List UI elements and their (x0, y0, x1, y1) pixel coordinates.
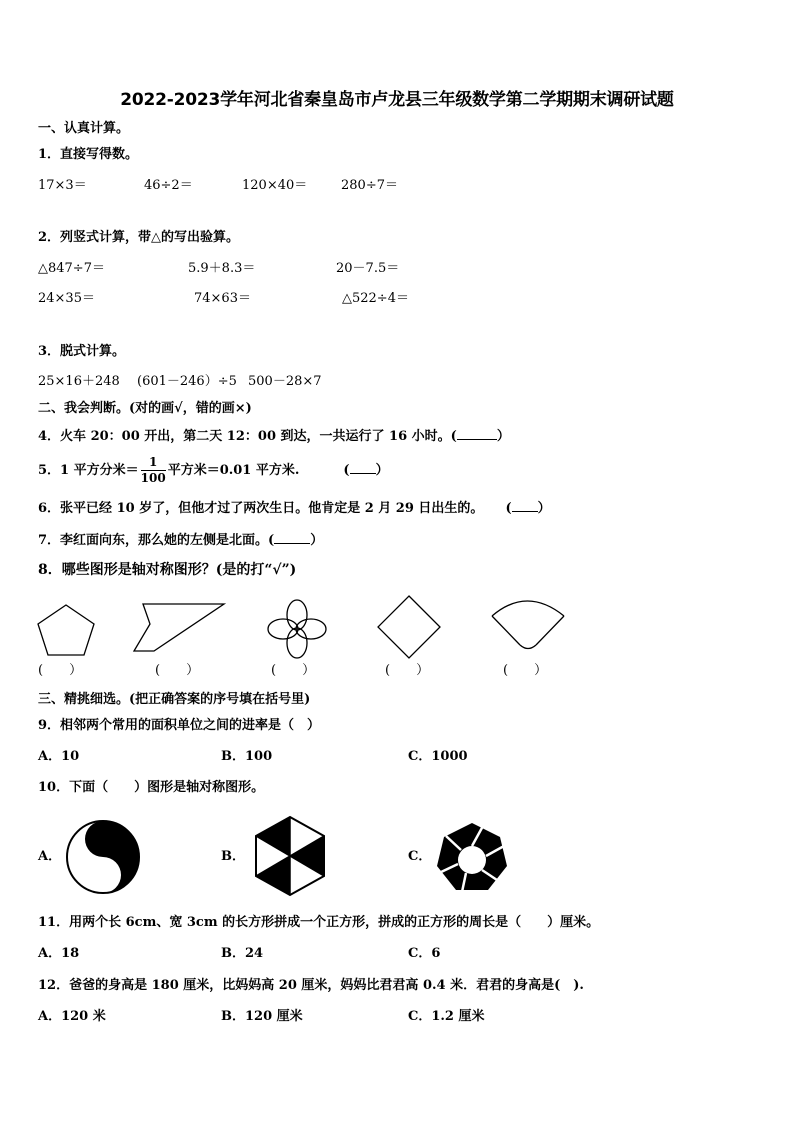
q9-option-b[interactable]: B．100 (221, 749, 273, 764)
q6-close: ） (537, 501, 551, 516)
fan-shape (492, 601, 564, 649)
q2-item: △847÷7＝ (38, 261, 105, 276)
q4-text: 4．火车 20：00 开出，第二天 12：00 到达，一共运行了 16 小时。( (38, 429, 457, 444)
q12-option-b[interactable]: B．120 厘米 (221, 1009, 303, 1024)
q2-item: △522÷4＝ (342, 291, 409, 306)
q2-item: 20－7.5＝ (336, 261, 400, 276)
q1-item: 46÷2＝ (144, 178, 193, 193)
q11-stem: 11．用两个长 6cm、宽 3cm 的长方形拼成一个正方形，拼成的正方形的周长是（ ）厘米。 (38, 915, 600, 930)
hexagon-triangles-shape (256, 817, 324, 895)
section-3-heading: 三、精挑细选。(把正确答案的序号填在括号里) (38, 692, 311, 707)
q1-stem: 1．直接写得数。 (38, 147, 139, 162)
q3-stem: 3．脱式计算。 (38, 344, 126, 359)
q3-item: (601－246）÷5 (137, 374, 237, 389)
q5-open: ( (343, 463, 350, 478)
q1-item: 17×3＝ (38, 178, 87, 193)
q3-item: 500－28×7 (248, 374, 322, 389)
q12-stem: 12．爸爸的身高是 180 厘米，比妈妈高 20 厘米，妈妈比君君高 0.4 米．君君的身高是( ). (38, 978, 584, 993)
q8-paren[interactable]: ( ） (503, 663, 548, 678)
q5-close: ） (375, 463, 389, 478)
q12-option-c[interactable]: C．1.2 厘米 (408, 1009, 485, 1024)
q7-text: 7．李红面向东，那么她的左侧是北面。( (38, 533, 275, 548)
q10-option-b[interactable]: B． (221, 849, 245, 864)
q10-option-a[interactable]: A． (38, 849, 62, 864)
q11-option-c[interactable]: C．6 (408, 946, 441, 961)
q11-option-b[interactable]: B．24 (221, 946, 264, 961)
yin-yang-shape (67, 821, 139, 893)
q1-item: 280÷7＝ (341, 178, 398, 193)
q5-pre: 5．1 平方分米＝ (38, 463, 139, 478)
q2-stem: 2．列竖式计算，带△的写出验算。 (38, 230, 240, 245)
triangle-shape (134, 604, 224, 651)
fraction-numerator: 1 (141, 455, 166, 471)
q8-paren[interactable]: ( ） (271, 663, 316, 678)
q8-paren[interactable]: ( ） (38, 663, 83, 678)
q7-close: ） (310, 533, 324, 548)
q8-paren[interactable]: ( ） (385, 663, 430, 678)
page-title: 2022-2023学年河北省秦皇岛市卢龙县三年级数学第二学期期末调研试题 (120, 90, 674, 110)
q11-option-a[interactable]: A．18 (38, 946, 80, 961)
q9-option-a[interactable]: A．10 (38, 749, 80, 764)
q2-item: 5.9＋8.3＝ (188, 261, 256, 276)
q6-text: 6．张平已经 10 岁了，但他才过了两次生日。他肯定是 2 月 29 日出生的。 (38, 501, 484, 516)
q8-stem: 8．哪些图形是轴对称图形？(是的打“√”) (38, 562, 297, 578)
q6-open: ( (505, 501, 512, 516)
section-2-heading: 二、我会判断。(对的画√，错的画×) (38, 401, 252, 416)
q1-item: 120×40＝ (242, 178, 308, 193)
diamond-shape (378, 596, 440, 658)
pentagon-shape (38, 605, 94, 655)
fraction-denominator: 100 (140, 471, 166, 485)
q3-item: 25×16＋248 (38, 374, 120, 389)
q10-option-c[interactable]: C． (408, 849, 432, 864)
q2-item: 24×35＝ (38, 291, 95, 306)
aperture-shape (437, 823, 507, 892)
q8-paren[interactable]: ( ） (155, 663, 200, 678)
q10-stem: 10．下面（ ）图形是轴对称图形。 (38, 780, 265, 795)
q4-close: ） (496, 429, 510, 444)
section-1-heading: 一、认真计算。 (38, 121, 130, 136)
q12-option-a[interactable]: A．120 米 (38, 1009, 106, 1024)
q5-post: 平方米＝0.01 平方米. (167, 463, 300, 478)
flower-shape (268, 600, 326, 658)
q2-item: 74×63＝ (194, 291, 251, 306)
q9-stem: 9．相邻两个常用的面积单位之间的进率是（ ） (38, 718, 321, 733)
q9-option-c[interactable]: C．1000 (408, 749, 468, 764)
